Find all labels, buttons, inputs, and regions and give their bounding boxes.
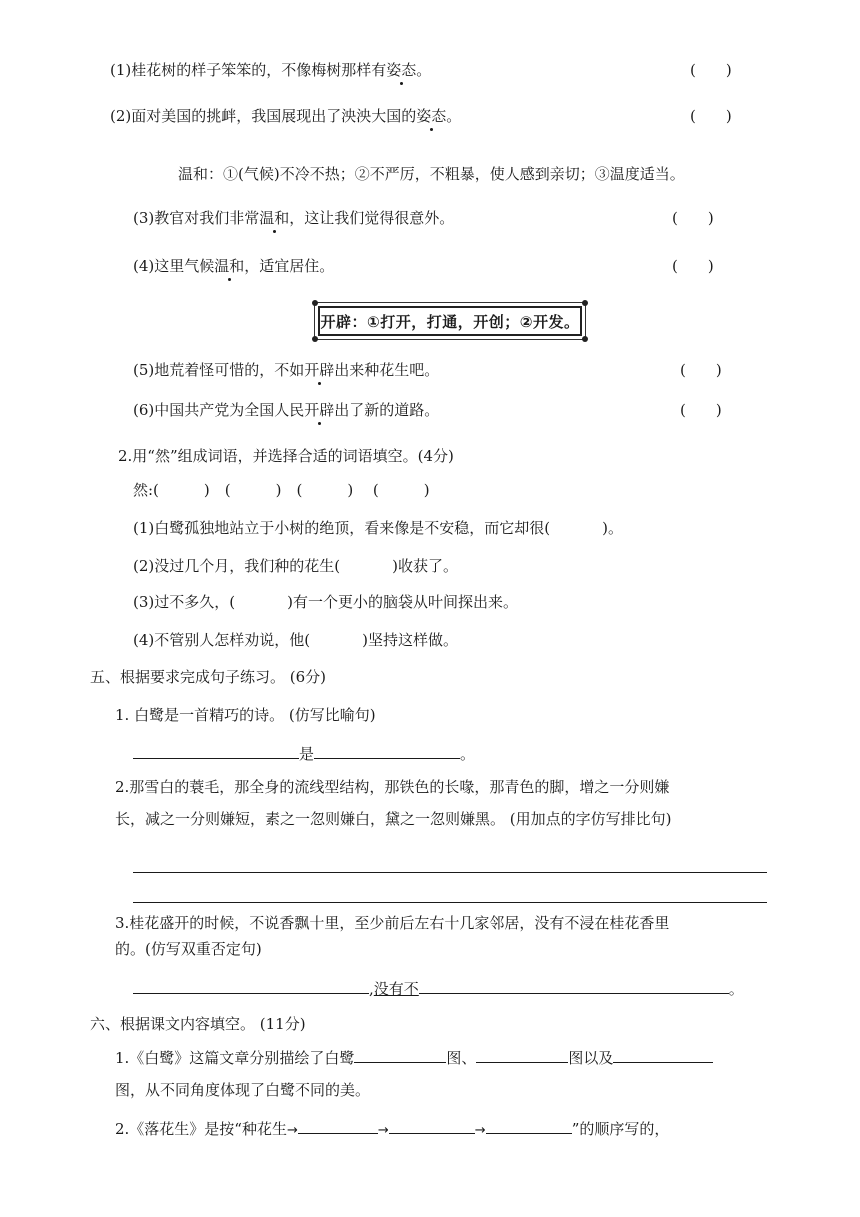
emphasized-word: 开辟	[304, 401, 335, 419]
answer-blank[interactable]	[298, 1117, 378, 1134]
answer-blank[interactable]	[476, 1046, 568, 1063]
section-5-title: 五、根据要求完成句子练习。 (6分)	[90, 668, 327, 686]
answer-line[interactable]	[133, 902, 767, 903]
answer-blank[interactable]	[314, 742, 460, 759]
answer-line[interactable]	[133, 872, 767, 873]
item-number: (2)	[110, 107, 132, 125]
emphasized-word: 温和	[259, 209, 290, 227]
answer-paren[interactable]: ( )	[680, 361, 722, 379]
s5-question-3-line2: 的。(仿写双重否定句)	[115, 940, 262, 958]
s5-question-2-line1: 2.那雪白的蓑毛，那全身的流线型结构，那铁色的长喙，那青色的脚，增之一分则嫌	[115, 778, 670, 796]
definition-wenhe: 温和：①(气候)不冷不热；②不严厉，不粗暴，使人感到亲切；③温度适当。	[178, 165, 685, 183]
item-number: (6)	[133, 401, 155, 419]
item-1: (1)桂花树的样子笨笨的，不像梅树那样有姿态。	[110, 61, 432, 79]
word-blanks[interactable]: 然:( ) ( ) ( ) ( )	[133, 481, 430, 499]
answer-blank[interactable]	[613, 1046, 713, 1063]
s6-question-2: 2.《落花生》是按“种花生→ → → ”的顺序写的，	[115, 1117, 669, 1141]
item-number: (3)	[133, 209, 155, 227]
answer-paren[interactable]: ( )	[672, 257, 714, 275]
item-number: (5)	[133, 361, 155, 379]
corner-dot-icon	[582, 300, 588, 306]
answer-blank[interactable]	[133, 742, 299, 759]
definition-kaipi: 开辟：①打开，打通，开创；②开发。	[318, 306, 582, 336]
q2-sentence-3: (3)过不多久，( )有一个更小的脑袋从叶间探出来。	[133, 593, 518, 611]
answer-blank[interactable]	[486, 1117, 572, 1134]
definition-kaipi-box	[314, 302, 586, 340]
s5-q3-answer-line: ,没有不 。	[133, 977, 744, 999]
item-5: (5)地荒着怪可惜的，不如开辟出来种花生吧。	[133, 361, 440, 379]
s6-question-1-line2: 图，从不同角度体现了白鹭不同的美。	[115, 1081, 371, 1099]
item-number: (1)	[110, 61, 132, 79]
emphasized-word: 姿态	[416, 107, 447, 125]
arrow-right-icon: →	[286, 1123, 298, 1138]
item-6: (6)中国共产党为全国人民开辟出了新的道路。	[133, 401, 440, 419]
section-6-title: 六、根据课文内容填空。 (11分)	[90, 1015, 306, 1033]
arrow-right-icon: →	[377, 1123, 389, 1138]
item-number: (4)	[133, 257, 155, 275]
item-2: (2)面对美国的挑衅，我国展现出了泱泱大国的姿态。	[110, 107, 462, 125]
s6-question-1: 1.《白鹭》这篇文章分别描绘了白鹭 图、 图以及	[115, 1046, 713, 1068]
s5-question-1: 1. 白鹭是一首精巧的诗。 (仿写比喻句)	[115, 706, 376, 724]
corner-dot-icon	[312, 300, 318, 306]
arrow-right-icon: →	[474, 1123, 486, 1138]
corner-dot-icon	[582, 336, 588, 342]
q2-sentence-1: (1)白鹭孤独地站立于小树的绝顶，看来像是不安稳，而它却很( )。	[133, 519, 623, 537]
q2-sentence-2: (2)没过几个月，我们种的花生( )收获了。	[133, 557, 458, 575]
answer-blank[interactable]	[419, 977, 729, 994]
s5-question-2-line2: 长，减之一分则嫌短，素之一忽则嫌白，黛之一忽则嫌黑。 (用加点的字仿写排比句)	[115, 810, 672, 828]
emphasized-word: 温和	[214, 257, 245, 275]
item-4: (4)这里气候温和，适宜居住。	[133, 257, 335, 275]
answer-paren[interactable]: ( )	[680, 401, 722, 419]
corner-dot-icon	[312, 336, 318, 342]
emphasized-word: 姿态	[386, 61, 417, 79]
emphasized-word: 开辟	[304, 361, 335, 379]
s5-q1-answer-line: 是 。	[133, 742, 475, 764]
question-2-title: 2.用“然”组成词语，并选择合适的词语填空。(4分)	[118, 447, 454, 465]
q2-sentence-4: (4)不管别人怎样劝说，他( )坚持这样做。	[133, 631, 458, 649]
answer-paren[interactable]: ( )	[690, 61, 732, 79]
answer-blank[interactable]	[354, 1046, 446, 1063]
answer-paren[interactable]: ( )	[690, 107, 732, 125]
s5-question-3-line1: 3.桂花盛开的时候，不说香飘十里，至少前后左右十几家邻居，没有不浸在桂花香里	[115, 914, 670, 932]
answer-blank[interactable]	[389, 1117, 475, 1134]
answer-blank[interactable]	[133, 977, 369, 994]
answer-paren[interactable]: ( )	[672, 209, 714, 227]
item-3: (3)教官对我们非常温和，这让我们觉得很意外。	[133, 209, 455, 227]
